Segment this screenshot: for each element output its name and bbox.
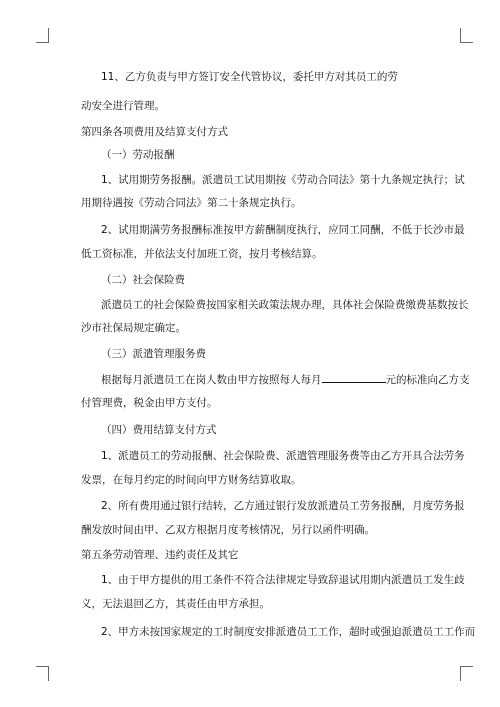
subsection-heading: （二）社会保险费 [101, 274, 185, 286]
text-segment: 根据每月派遣员工在岗人数由甲方按照每人每月 [101, 374, 322, 386]
subsection-heading: （四）费用结算支付方式 [101, 424, 217, 436]
text-line: 2、所有费用通过银行结转，乙方通过银行发放派遣员工劳务报酬，月度劳务报 [101, 500, 465, 512]
section-heading: 第五条劳动管理、违约责任及其它 [81, 549, 239, 561]
text-line: 用期待遇按《劳动合同法》第二十条规定执行。 [81, 197, 302, 209]
subsection-heading: （一）劳动报酬 [101, 149, 175, 161]
crop-mark-top-left [36, 28, 49, 43]
text-line: 2、甲方未按国家规定的工时制度安排派遣员工工作，超时或强迫派遣员工工作而 [101, 626, 476, 638]
crop-mark-bottom-right [460, 666, 473, 681]
fill-in-blank[interactable] [322, 372, 386, 383]
text-line: 1、由于甲方提供的用工条件不符合法律规定导致辞退试用期内派遣员工发生歧 [101, 574, 465, 586]
text-line: 沙市社保局规定确定。 [81, 322, 186, 334]
text-line: 派遣员工的社会保险费按国家相关政策法规办理，具体社会保险费缴费基数按长 [101, 299, 469, 311]
text-line: 2、试用期满劳务报酬标准按甲方薪酬制度执行，应同工同酬，不低于长沙市最 [101, 224, 465, 236]
text-line: 1、试用期劳务报酬。派遣员工试用期按《劳动合同法》第十九条规定执行；试 [101, 174, 465, 186]
text-line: 义，无法退回乙方，其责任由甲方承担。 [81, 598, 270, 610]
text-line: 低工资标准，并依法支付加班工资，按月考核结算。 [81, 248, 323, 260]
text-line: 1、派遣员工的劳动报酬、社会保险费、派遣管理服务费等由乙方开具合法劳务 [101, 450, 465, 462]
text-segment: 元的标准向乙方支 [385, 374, 470, 386]
text-line: 发票，在每月约定的时间向甲方财务结算收取。 [81, 474, 302, 486]
text-line-with-blank [101, 372, 470, 387]
text-line: 动安全进行管理。 [81, 100, 165, 112]
text-line: 11、乙方负责与甲方签订安全代管协议，委托甲方对其员工的劳 [101, 71, 398, 83]
subsection-heading: （三）派遣管理服务费 [101, 348, 206, 360]
section-heading: 第四条各项费用及结算支付方式 [81, 126, 228, 138]
text-line: 酬发放时间由甲、乙双方根据月度考核情况，另行以函件明确。 [81, 524, 375, 536]
crop-mark-bottom-left [36, 666, 49, 681]
text-line: 付管理费，税金由甲方支付。 [81, 397, 218, 409]
crop-mark-top-right [460, 28, 473, 43]
